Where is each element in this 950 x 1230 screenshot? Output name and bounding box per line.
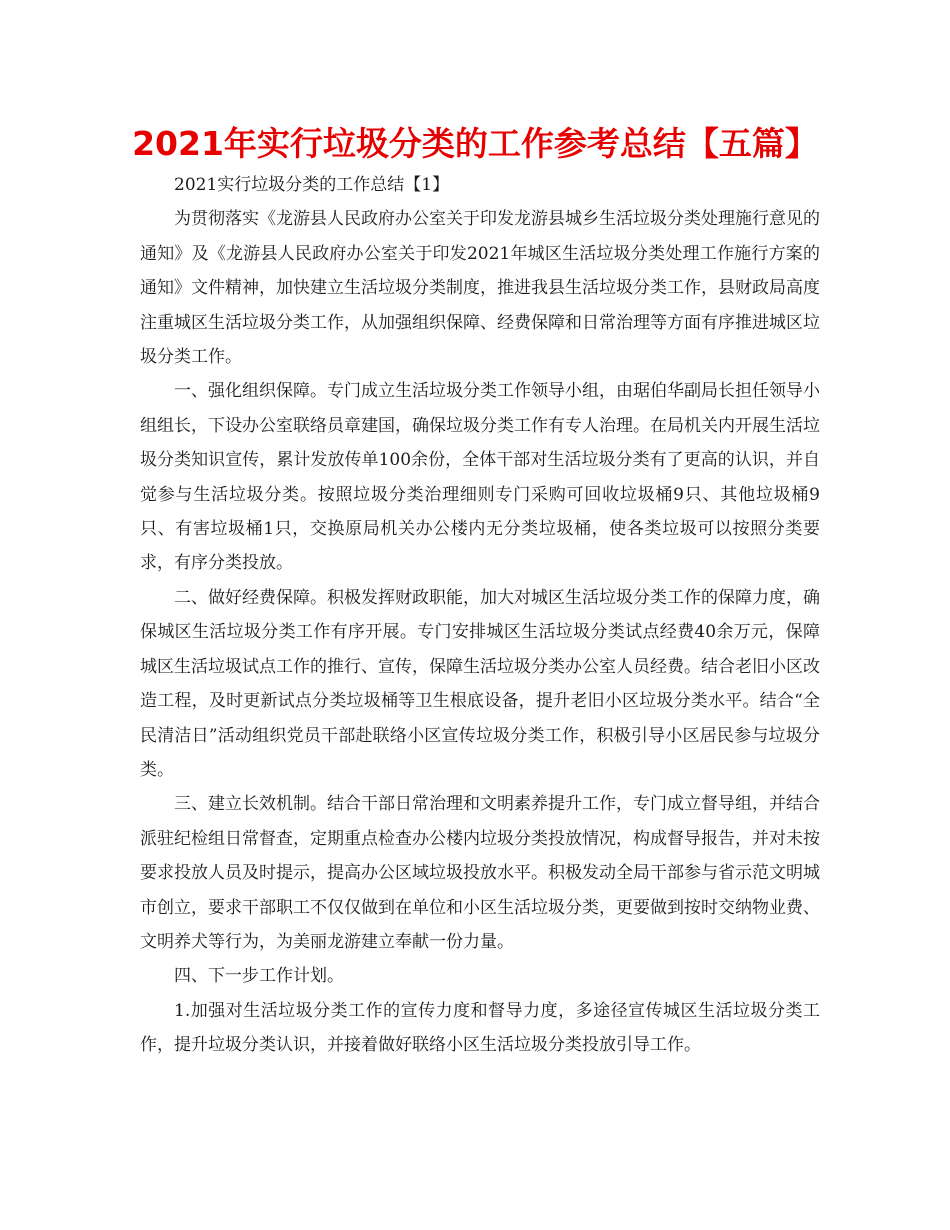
plan-item-1: 1.加强对生活垃圾分类工作的宣传力度和督导力度，多途径宣传城区生活垃圾分类工作，提升垃圾分类认识，并接着做好联络小区生活垃圾分类投放引导工作。 [140,1000,820,1056]
intro-paragraph: 为贯彻落实《龙游县人民政府办公室关于印发龙游县城乡生活垃圾分类处理施行意见的通知》及《龙游县人民政府办公室关于印发2021年城区生活垃圾分类处理工作施行方案的通知》文件精神，加快建立生活垃圾分类制度，推进我县生活垃圾分类工作，县财政局高度注重城区生活垃圾分类工作，从加强组织保障、经费保障和日常治理等方面有序推进城区垃圾分类工作。 [140,209,820,368]
document-body [140,168,820,1063]
next-steps-heading: 四、下一步工作计划。 [174,966,344,987]
document-title: 2021年实行垃圾分类的工作参考总结【五篇】 [132,124,818,163]
funding-paragraph: 二、做好经费保障。积极发挥财政职能，加大对城区生活垃圾分类工作的保障力度，确保城区生活垃圾分类工作有序开展。专门安排城区生活垃圾分类试点经费40余万元，保障城区生活垃圾试点工作的推行、宣传，保障生活垃圾分类办公室人员经费。结合老旧小区改造工程，及时更新试点分类垃圾桶等卫生根底设备，提升老旧小区垃圾分类水平。结合“全民清洁日”活动组织党员干部赴联络小区宣传垃圾分类工作，积极引导小区居民参与垃圾分类。 [140,587,820,780]
organization-paragraph: 一、强化组织保障。专门成立生活垃圾分类工作领导小组，由琚伯华副局长担任领导小组组长，下设办公室联络员章建国，确保垃圾分类工作有专人治理。在局机关内开展生活垃圾分类知识宣传，累计发放传单100余份，全体干部对生活垃圾分类有了更高的认识，并自觉参与生活垃圾分类。按照垃圾分类治理细则专门采购可回收垃圾桶9只、其他垃圾桶9只、有害垃圾桶1只，交换原局机关办公楼内无分类垃圾桶，使各类垃圾可以按照分类要求，有序分类投放。 [140,381,820,574]
section-heading: 2021实行垃圾分类的工作总结【1】 [174,175,450,195]
mechanism-paragraph: 三、建立长效机制。结合干部日常治理和文明素养提升工作，专门成立督导组，并结合派驻纪检组日常督查，定期重点检查办公楼内垃圾分类投放情况，构成督导报告，并对未按要求投放人员及时提示，提高办公区域垃圾投放水平。积极发动全局干部参与省示范文明城市创立，要求干部职工不仅仅做到在单位和小区生活垃圾分类，更要做到按时交纳物业费、文明养犬等行为，为美丽龙游建立奉献一份力量。 [140,794,820,952]
